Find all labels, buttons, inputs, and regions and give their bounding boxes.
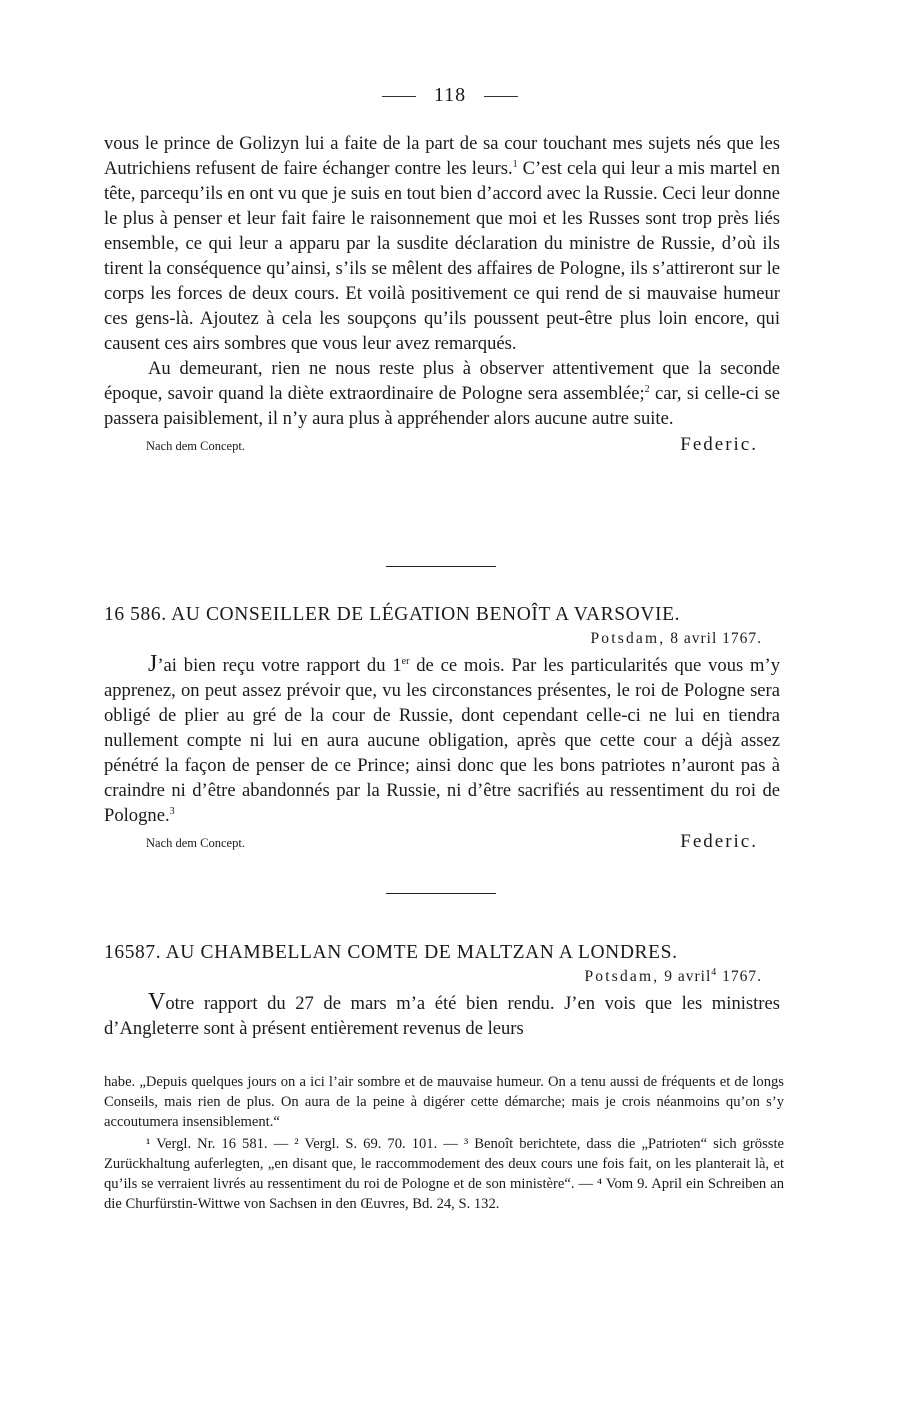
footnote-carryover: habe. „Depuis quelques jours on a ici l’air sombre et de mauvaise humeur. On a tenu aussi de fréquents et de longs Conseils, mais rien de plus. On aura de la peine à digérer cette démarche; mais je crois néanmoins qu’on s’y accoutumera insensiblement.“ <box>104 1074 784 1130</box>
place-name: Potsdam, <box>590 630 666 647</box>
continued-paragraph-1 <box>104 131 780 356</box>
signature: Federic. <box>680 831 758 852</box>
letter-body <box>104 652 780 828</box>
source-note: Nach dem Concept. <box>146 836 245 850</box>
drop-cap: J <box>148 651 158 677</box>
letter-16587 <box>104 942 784 1041</box>
footnote-ref-2: 2 <box>644 383 650 395</box>
header-rule-right <box>484 96 518 97</box>
letter-date: 8 avril 1767. <box>665 630 762 647</box>
continued-letter <box>104 131 780 454</box>
source-line <box>104 434 780 455</box>
letter-dateline <box>104 968 762 986</box>
letter-date: 1767. <box>717 968 762 985</box>
paragraph-text: Au demeurant, rien ne nous reste plus à observer attentivement que la seconde époque, savoir quand la diète extraordinaire de Pologne sera assemblée; <box>104 358 780 404</box>
signature: Federic. <box>680 434 758 455</box>
section-divider <box>386 566 496 567</box>
paragraph-text: otre rapport du 27 de mars m’a été bien rendu. J’en vois que les ministres d’Angleterre sont à présent entièrement revenus de leurs <box>104 993 780 1039</box>
section-divider <box>386 893 496 894</box>
letter-date: 9 avril <box>659 968 712 985</box>
footnotes <box>104 1072 784 1214</box>
place-name: Potsdam, <box>584 968 660 985</box>
letter-body <box>104 990 780 1041</box>
letter-title: 16587. AU CHAMBELLAN COMTE DE MALTZAN A LONDRES. <box>104 942 678 963</box>
page-header <box>0 84 900 107</box>
drop-cap: V <box>148 989 166 1015</box>
ordinal-superscript: er <box>401 655 410 667</box>
footnote-ref-4: 4 <box>711 966 718 978</box>
letter-dateline <box>104 630 762 648</box>
paragraph-text: ’ai bien reçu votre rapport du 1 <box>157 655 402 676</box>
footnote-ref-1: 1 <box>512 158 518 170</box>
source-note: Nach dem Concept. <box>146 439 245 453</box>
letter-16586 <box>104 604 784 851</box>
footnote-ref-3: 3 <box>169 805 175 817</box>
source-line <box>104 831 780 852</box>
paragraph-text: de ce mois. Par les particularités que vous m’y apprenez, on peut assez prévoir que, vu les circonstances présentes, le roi de Pologne sera obligé de plier au gré de la cour de Russie, dont cependant celle-ci ne lui en tiendra nullement compte ni lui en aura aucune obligation, après que cette cour a déjà assez pénétré la façon de penser de ce Prince; ainsi donc que les bons patriotes n’auront pas à craindre ni d’être abandonnés par la Russie, ni d’être sacrifiés au ressentiment du roi de Pologne. <box>104 655 780 826</box>
footnote-list: ¹ Vergl. Nr. 16 581. — ² Vergl. S. 69. 70. 101. — ³ Benoît berichtete, dass die „Patrioten“ sich grösste Zurückhaltung auferlegten, „en disant que, le raccommodement des deux cours une fois fait, on les planterait là, et qu’ils se verraient livrés au ressentiment du roi de Pologne et de son ministère“. — ⁴ Vom 9. April ein Schreiben an die Churfürstin-Wittwe von Sachsen in den Œuvres, Bd. 24, S. 132. <box>104 1136 784 1212</box>
paragraph-text: vous le prince de Golizyn lui a faite de la part de sa cour touchant mes sujets nés que les Autrichiens refusent de faire échanger contre les leurs. <box>104 133 780 179</box>
page-number: 118 <box>433 84 467 106</box>
continued-paragraph-2 <box>104 356 780 431</box>
paragraph-text: car, si celle-ci se passera paisiblement, il n’y aura plus à appréhender alors aucune autre suite. <box>104 383 781 429</box>
paragraph-text: C’est cela qui leur a mis martel en tête, parcequ’ils en ont vu que je suis en tout bien d’accord avec la Russie. Ceci leur donne le plus à penser et leur fait faire le raisonnement que moi et les Russes sont trop près liés ensemble, ce qui leur a apparu par la susdite déclaration du ministre de Russie, d’où ils tirent la conséquence qu’ainsi, s’ils se mêlent des affaires de Pologne, ils s’attireront sur le corps les forces de deux cours. Et voilà positivement ce qui rend de si mauvaise humeur ces gens-là. Ajoutez à cela les soupçons qu’ils poussent peut-être plus loin encore, qui causent ces airs sombres que vous leur avez remarqués. <box>104 158 780 354</box>
letter-title: 16 586. AU CONSEILLER DE LÉGATION BENOÎT A VARSOVIE. <box>104 604 681 625</box>
header-rule-left <box>382 96 416 97</box>
